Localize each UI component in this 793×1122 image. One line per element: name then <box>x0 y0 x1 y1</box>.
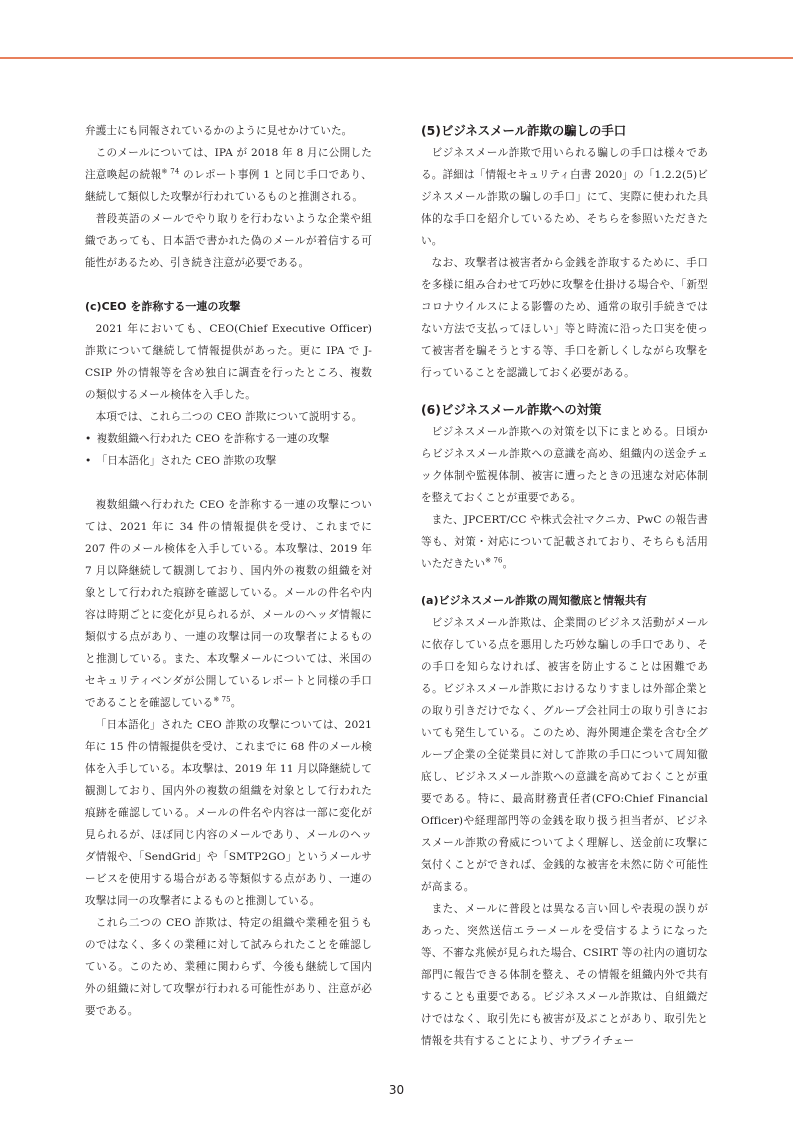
left-paragraph-8: これら二つの CEO 詐欺は、特定の組織や業種を狙うものではなく、多くの業種に対して試みられたことを確認している。このため、業種に関わらず、今後も継続して国内外の組織に対して攻撃が行われる可能性があり、注意が必要である。 <box>85 917 372 1017</box>
left-paragraph-2-text-b: のレポート事例 1 と同じ手口であり、継続して類似した攻撃が行われているものと推測される。 <box>85 169 372 203</box>
left-paragraph-1: 弁護士にも同報されているかのように見せかけていた。 <box>85 125 353 137</box>
bullet-mark: • <box>85 433 92 445</box>
right-paragraph-2: なお、攻撃者は被害者から金銭を詐取するために、手口を多様に組み合わせて巧妙に攻撃を仕掛ける場合や、「新型コロナウイルスによる影響のため、通常の取引手続きではない方法で支払ってほしい」等と時流に沿った口実を使って被害者を騙そうとする等、手口を新しくしながら攻撃を行っていることを認識しておく必要がある。 <box>421 257 708 379</box>
right-paragraph-4-text-b: 。 <box>502 558 514 570</box>
bullet-mark: • <box>85 455 92 467</box>
left-paragraph-2 <box>85 142 372 208</box>
left-paragraph-6-text-b: 。 <box>230 697 242 709</box>
page-number: 30 <box>388 1083 405 1097</box>
footnote-ref-74: ※ 74 <box>161 167 180 176</box>
right-paragraph-3: ビジネスメール詐欺への対策を以下にまとめる。日頃からビジネスメール詐欺への意識を高め、組織内の送金チェック体制や監視体制、被害に遭ったときの迅速な対応体制を整えておくことが重要である。 <box>421 426 708 504</box>
right-column <box>421 120 708 1052</box>
right-paragraph-1: ビジネスメール詐欺で用いられる騙しの手口は様々である。詳細は「情報セキュリティ白書 2020」の「1.2.2(5)ビジネスメール詐欺の騙しの手口」にて、実際に使われた具体的な手口を紹介しているため、そちらを参照いただきたい。 <box>421 147 708 247</box>
right-paragraph-4 <box>421 509 708 575</box>
left-paragraph-7: 「日本語化」された CEO 詐欺の攻撃については、2021 年に 15 件の情報提供を受け、これまでに 68 件のメール検体を入手している。本攻撃は、2019 年 11 月以降継続して観測しており、国内外の複数の組織を対象として行われた痕跡を確認している。メールの件名や内容は一部に変化が見られるが、ほぼ同じ内容のメールであり、メールのヘッダ情報や、「SendGrid」や「SMTP2GO」というメールサービスを使用する場合がある等類似する点があり、一連の攻撃は同一の攻撃者によるものと推測している。 <box>85 719 372 907</box>
left-paragraph-4: 2021 年においても、CEO(Chief Executive Officer)詐欺について継続して情報提供があった。更に IPA で J-CSIP 外の情報等を含め独自に調査を行ったところ、複数の類似するメール検体を入手した。 <box>85 323 372 401</box>
left-paragraph-5: 本項では、これら二つの CEO 詐欺について説明する。 <box>95 411 363 423</box>
left-paragraph-6 <box>85 494 372 714</box>
spacer <box>421 575 708 590</box>
right-paragraph-6: また、メールに普段とは異なる言い回しや表現の誤りがあった、突然送信エラーメールを受信するようになった等、不審な兆候が見られた場合、CSIRT 等の社内の適切な部門に報告できる体制を整え、その情報を組織内外で共有することも重要である。ビジネスメール詐欺は、自組織だけではなく、取引先にも被害が及ぶことがあり、取引先と情報を共有することにより、サプライチェー <box>421 903 708 1047</box>
list-item <box>85 450 372 472</box>
right-paragraph-4-text-a: また、JPCERT/CC や株式会社マクニカ、PwC の報告書等も、対策・対応について記載されており、そちらも活用いただきたい <box>421 514 708 570</box>
spacer <box>85 274 372 296</box>
left-paragraph-2-text-a: このメールについては、IPA が 2018 年 8 月に公開した注意喚起の続報 <box>85 147 372 181</box>
heading-6-bec-countermeasures: (6)ビジネスメール詐欺への対策 <box>421 402 602 417</box>
heading-a-awareness-sharing: (a)ビジネスメール詐欺の周知徹底と情報共有 <box>421 594 647 607</box>
left-column <box>85 120 372 1022</box>
heading-c-ceo-attack: (c)CEO を詐称する一連の攻撃 <box>85 300 241 313</box>
heading-5-bec-tricks: (5)ビジネスメール詐欺の騙しの手口 <box>421 123 627 138</box>
ceo-attack-list <box>85 428 372 472</box>
left-paragraph-3: 普段英語のメールでやり取りを行わないような企業や組織であっても、日本語で書かれた偽のメールが着信する可能性があるため、引き続き注意が必要である。 <box>85 213 372 269</box>
spacer <box>421 384 708 399</box>
list-item-text: 「日本語化」された CEO 詐欺の攻撃 <box>96 455 277 467</box>
list-item <box>85 428 372 450</box>
spacer <box>85 472 372 494</box>
top-accent-rule <box>0 57 793 59</box>
list-item-text: 複数組織へ行われた CEO を詐称する一連の攻撃 <box>96 433 330 445</box>
footnote-ref-76: ※ 76 <box>485 556 503 565</box>
left-paragraph-6-text-a: 複数組織へ行われた CEO を詐称する一連の攻撃については、2021 年に 34 件の情報提供を受け、これまでに 207 件のメール検体を入手している。本攻撃は、2019 年 7 月以降継続して観測しており、国内外の複数の組織を対象として行われた痕跡を確認している。メールの件名や内容は時期ごとに変化が見られるが、メールのヘッダ情報に類似する点があり、一連の攻撃は同一の攻撃者によるものと推測している。また、本攻撃メールについては、米国のセキュリティベンダが公開しているレポートと同様の手口であることを確認している <box>85 499 372 709</box>
footnote-ref-75: ※ 75 <box>213 695 231 704</box>
right-paragraph-5: ビジネスメール詐欺は、企業間のビジネス活動がメールに依存している点を悪用した巧妙な騙しの手口であり、その手口を知らなければ、被害を防止することは困難である。ビジネスメール詐欺におけるなりすましは外部企業との取り引きだけでなく、グループ会社同士の取り引きにおいても発生している。このため、海外関連企業を含む全グループ企業の全従業員に対して詐欺の手口について周知徹底し、ビジネスメール詐欺への意識を高めておくことが重要である。特に、最高財務責任者(CFO:Chief Financial Officer)や経理部門等の金銭を取り扱う担当者が、ビジネスメール詐欺の脅威についてよく理解し、送金前に攻撃に気付くことができれば、金銭的な被害を未然に防ぐ可能性が高まる。 <box>421 617 708 893</box>
